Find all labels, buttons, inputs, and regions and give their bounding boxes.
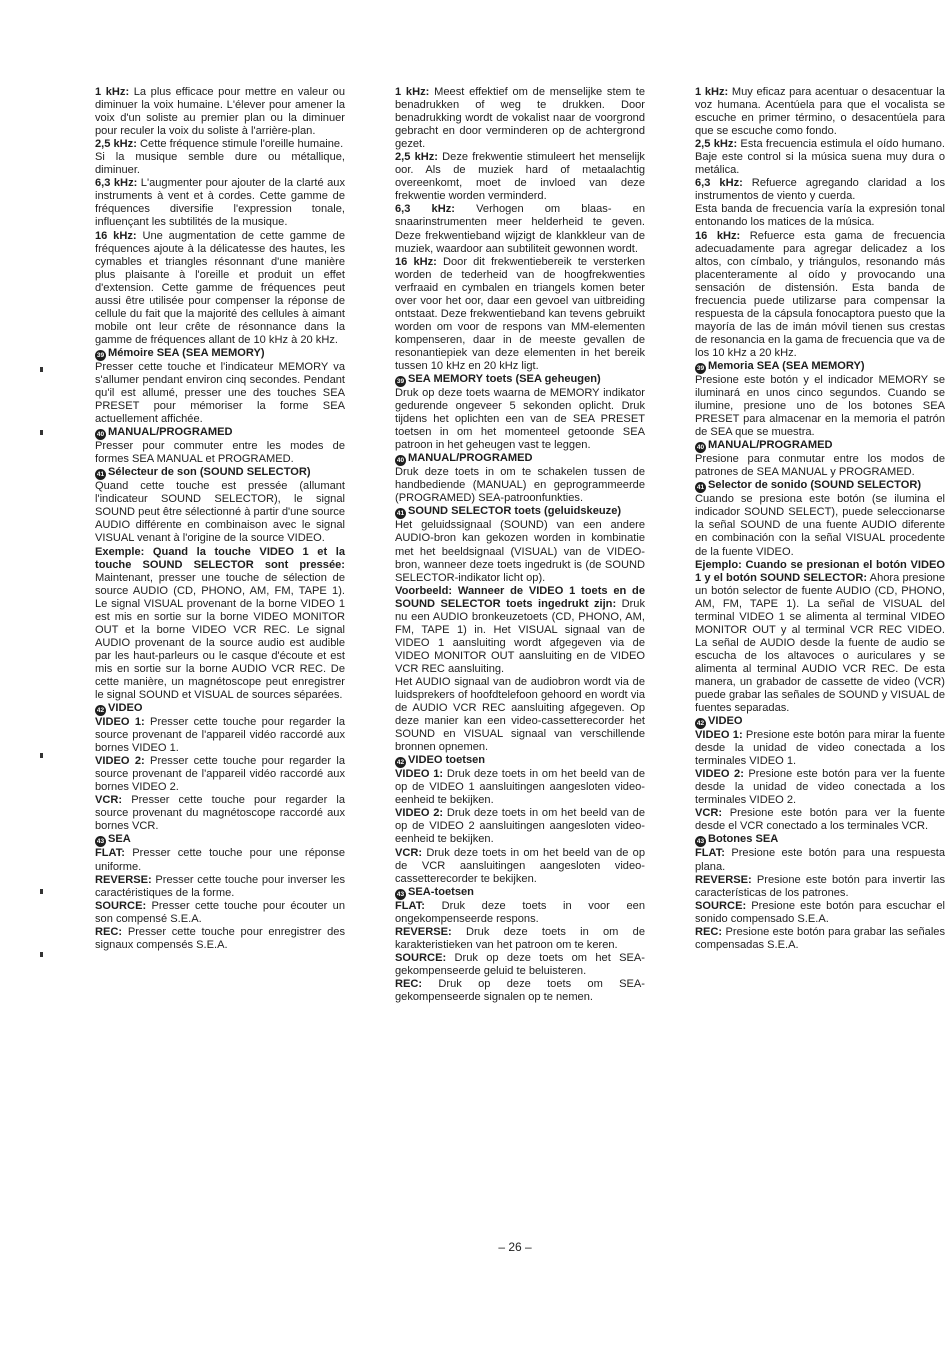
paragraph (395, 807, 645, 846)
paragraph (395, 676, 645, 754)
paragraph (95, 177, 345, 229)
paragraph (695, 374, 945, 439)
term-label: VCR: (395, 846, 423, 859)
term-label: VIDEO 1: (95, 716, 145, 729)
section-heading-text: MANUAL/PROGRAMED (108, 426, 233, 439)
paragraph (95, 480, 345, 545)
paragraph (95, 900, 345, 926)
paragraph (695, 874, 945, 900)
section-heading-text: Botones SEA (708, 833, 779, 846)
paragraph (95, 86, 345, 138)
paragraph-text: Presser cette touche pour regarder la source provenant du magnétoscope raccordé aux bornes VCR. (95, 794, 345, 833)
term-label: REVERSE: (395, 925, 452, 938)
section-number-badge: 42 (96, 707, 105, 715)
section-number-badge: 41 (696, 484, 705, 492)
paragraph-text: Druk op deze toets waarna de MEMORY indikator gedurende ongeveer 5 sekonden oplicht. Druk tijdens het oplichten een van de SEA PRESET toetsen in om het momenteel getoonde SEA patroon in het geheugen vast te leggen. (395, 387, 645, 452)
term-label: VIDEO 2: (95, 755, 145, 768)
paragraph-text: Druk deze toets in om het beeld van de op de VIDEO 2 aansluitingen aangesloten video-eenheid te bekijken. (395, 807, 646, 846)
paragraph-text: Presser cette touche pour écouter un son compensé S.E.A. (95, 899, 345, 925)
page-number: – 26 – (498, 1240, 532, 1254)
paragraph-text: Refuerce esta gama de frecuencia adecuadamente para agregar delicadez a los altos, con címbalo, y triángulos, resonando más placenteramente al oído y provocando una sensación de distensión. Esta banda de frecuencia puede utilizarse para compensar la respuesta de la cápsula fonocaptora puesto que la mayoría de las de imán móvil tienen sus crestas de resonancia en la gama de frecuencia que va de los 10 kHz a 20 kHz. (695, 229, 945, 359)
term-label: 1 kHz: (395, 86, 430, 98)
paragraph (395, 900, 645, 926)
term-label: SOURCE: (95, 899, 147, 912)
section-heading-text: Selector de sonido (SOUND SELECTOR) (708, 479, 922, 492)
paragraph (695, 900, 945, 926)
section-number-badge: 39 (96, 351, 105, 359)
section-number-badge: 40 (396, 457, 405, 465)
term-label: 6,3 kHz: (695, 177, 743, 190)
section-number-badge: 40 (96, 431, 105, 439)
section-heading-text: SOUND SELECTOR toets (geluidskeuze) (408, 505, 622, 518)
paragraph-text: Presione para conmutar entre los modos de patrones de SEA MANUAL y PROGRAMED. (695, 453, 945, 479)
paragraph-text: Druk deze toets in voor een ongekompenseerde respons. (395, 899, 645, 925)
paragraph (95, 716, 345, 755)
paragraph (395, 86, 645, 151)
paragraph (695, 847, 945, 873)
paragraph (395, 978, 645, 1004)
paragraph-text: Presser cette touche pour regarder la source provenant de l'appareil vidéo raccordé aux bornes VIDEO 1. (95, 716, 345, 755)
paragraph (95, 546, 345, 703)
term-label: 16 kHz: (695, 229, 741, 242)
section-heading-text: MANUAL/PROGRAMED (408, 452, 533, 465)
paragraph (695, 807, 945, 833)
term-label: FLAT: (395, 899, 425, 912)
section-heading-text: SEA-toetsen (408, 885, 474, 898)
column-dutch (395, 86, 645, 1004)
section-number-badge: 43 (396, 890, 405, 898)
paragraph-text: Druk deze toets in om te schakelen tussen de handbediende (MANUAL) en geprogrammeerde (PROGRAMED) SEA-patroonfunkties. (395, 466, 645, 505)
term-label: VCR: (95, 794, 123, 807)
section-heading-text: SEA MEMORY toets (SEA geheugen) (408, 373, 601, 386)
term-label: 1 kHz: (95, 86, 130, 98)
paragraph-text: Maintenant, presser une touche de sélection de source AUDIO (CD, PHONO, AM, FM, TAPE 1). Le signal VISUAL provenant de la borne VIDEO 1 est mis en sortie sur la borne VIDEO MONITOR OUT et la borne VIDEO VCR REC. Le signal AUDIO provenant de la source audio est audible par les haut-parleurs ou le casque d'écoute et est mis en sortie sur la borne AUDIO VCR REC. De cette manière, un magnétoscope peut enregistrer le signal SOUND et VISUAL de sources séparées. (95, 571, 345, 702)
margin-mark (40, 952, 43, 957)
paragraph (695, 177, 945, 203)
term-label: VIDEO 2: (395, 807, 444, 820)
paragraph (395, 203, 645, 255)
paragraph (695, 138, 945, 177)
term-label: Ejemplo: Cuando se presionan el botón VIDEO 1 y el botón SOUND SELECTOR: (695, 558, 945, 584)
paragraph-text: Esta frecuencia estimula el oído humano. Baje este control si la música suena muy dura o metálica. (695, 138, 945, 177)
paragraph-text: Druk deze toets in om het beeld van de op de VIDEO 1 aansluitingen aangesloten video-eenheid te bekijken. (395, 768, 646, 807)
term-label: FLAT: (695, 847, 725, 860)
section-number-badge: 43 (96, 838, 105, 846)
section-number-badge: 39 (696, 364, 705, 372)
section-heading (695, 479, 945, 493)
paragraph-text: Presione este botón para una respuesta plana. (695, 847, 945, 873)
section-heading (95, 833, 345, 847)
section-heading (395, 505, 645, 519)
section-heading-text: VIDEO (708, 715, 743, 728)
paragraph (695, 729, 945, 768)
section-heading (395, 886, 645, 900)
section-heading-text: VIDEO (108, 702, 143, 715)
paragraph-text: Deze frekwentie stimuleert het menselijk oor. Als de muziek hard of metaalachtig overeenkomt, moet de invloed van deze frekwentie worden verminderd. (395, 151, 645, 203)
paragraph-text: Druk deze toets in om het beeld van de op de VCR aansluitingen aangesloten video-cassetterecorder te bekijken. (395, 846, 645, 885)
paragraph-text: Meest effektief om de menselijke stem te benadrukken of weg te drukken. Door benadrukking wordt de vokalist naar de voorgrond gebracht en door verminderen op de achtergrond gezet. (395, 86, 645, 151)
paragraph (95, 361, 345, 426)
section-heading (695, 360, 945, 374)
paragraph (395, 466, 645, 505)
paragraph-text: Presser cette touche pour regarder la source provenant de l'appareil vidéo raccordé aux bornes VIDEO 2. (95, 755, 345, 794)
margin-mark (40, 430, 43, 435)
paragraph-text: Presione este botón para mirar la fuente desde la unidad de video conectada a los terminales VIDEO 1. (695, 729, 945, 768)
section-heading (95, 426, 345, 440)
paragraph-text: Presione este botón para ver la fuente desde la unidad de video conectada a los terminales VIDEO 2. (695, 768, 945, 807)
paragraph (395, 847, 645, 886)
paragraph (395, 952, 645, 978)
paragraph-text: Presione este botón para escuchar el sonido compensado S.E.A. (695, 899, 945, 925)
margin-mark (40, 753, 43, 758)
term-label: VIDEO 1: (695, 729, 743, 742)
paragraph-text: Ahora presione un botón selector de fuente AUDIO (CD, PHONO, AM, FM, TAPE 1). La señal de VISUAL del terminal VIDEO 1 se alimenta al terminal VIDEO MONITOR OUT y al terminal VCR REC VIDEO. La señal de AUDIO desde la fuente de audio se escucha de los altavoces o auriculares y se alimenta al terminal AUDIO VCR REC. De esta manera, un grabador de cassette de video (VCR) puede grabar las señales de SOUND y VISUAL de fuentes separadas. (695, 571, 945, 715)
paragraph-text: Het AUDIO signaal van de audiobron wordt via de luidsprekers of hoofdtelefoon gehoord en wordt via de AUDIO VCR REC aansluiting afgegeven. Op deze manier kan een video-cassetterecorder het SOUND en VISUAL signaal van verschillende bronnen opnemen. (395, 675, 645, 754)
paragraph (95, 794, 345, 833)
section-heading (395, 373, 645, 387)
section-heading-text: Mémoire SEA (SEA MEMORY) (108, 346, 265, 359)
term-label: 2,5 kHz: (695, 138, 738, 151)
section-number-badge: 41 (396, 510, 405, 518)
paragraph (395, 585, 645, 676)
margin-mark (40, 367, 43, 372)
paragraph (95, 874, 345, 900)
section-heading (695, 833, 945, 847)
column-french (95, 86, 345, 952)
term-label: REVERSE: (695, 873, 752, 886)
term-label: 6,3 kHz: (95, 177, 138, 190)
paragraph-text: Si la musique semble dure ou métallique, diminuer. (95, 151, 345, 177)
paragraph-text: Verhogen om blaas- en snaarinstrumenten meer helderheid te geven. Deze frekwentieband wijzigt de klankkleur van de muziek, waardoor aan subtiliteit gewonnen wordt. (395, 203, 645, 255)
section-heading-text: Memoria SEA (SEA MEMORY) (708, 359, 865, 372)
paragraph (95, 926, 345, 952)
margin-mark (40, 889, 43, 894)
paragraph (95, 847, 345, 873)
section-number-badge: 42 (396, 759, 405, 767)
term-label: VCR: (695, 807, 723, 820)
paragraph-text: Presser cette touche pour une réponse uniforme. (95, 847, 345, 873)
section-heading (95, 466, 345, 480)
term-label: 16 kHz: (395, 255, 437, 268)
section-heading-text: SEA (108, 833, 131, 846)
section-heading (95, 702, 345, 716)
paragraph-text: Une augmentation de cette gamme de fréquences ajoute à la délicatesse des hautes, les cymables et triangles résonnant d'une manière plus plaisante à l'oreille et produit un effet d'extension. Cette gamme de fréquences peut aussi être utilisée pour compenser la réponse de cellule du fait que la majorité des cellules à aimant mobile ont leur crête de résonnance dans la gamme de fréquences allant de 10 kHz à 20 kHz. (95, 229, 345, 346)
paragraph (695, 453, 945, 479)
term-label: Exemple: Quand la touche VIDEO 1 et la touche SOUND SELECTOR sont pressée: (95, 545, 345, 571)
paragraph (695, 493, 945, 558)
paragraph (95, 230, 345, 347)
paragraph-text: Druk nu een AUDIO bronkeuzetoets (CD, PHONO, AM, FM, TAPE 1) in. Het VISUAL signaal van de VIDEO 1 aansluiting wordt afgegeven via de VIDEO MONITOR OUT aansluiting en de VIDEO VCR REC aansluiting. (395, 597, 645, 675)
term-label: SOURCE: (395, 951, 447, 964)
paragraph (95, 440, 345, 466)
column-spanish (695, 86, 945, 952)
paragraph-text: Presser cette touche pour inverser les caractéristiques de la forme. (95, 873, 345, 899)
term-label: REC: (395, 977, 423, 990)
paragraph (395, 519, 645, 584)
term-label: 16 kHz: (95, 229, 137, 242)
paragraph-text: Druk deze toets in om de karakteristieken van het patroon om te keren. (395, 925, 645, 951)
term-label: VIDEO 2: (695, 768, 744, 781)
paragraph-text: Presione este botón para invertir las características de los patrones. (695, 873, 945, 899)
term-label: 6,3 kHz: (395, 203, 455, 216)
term-label: VIDEO 1: (395, 768, 444, 781)
section-number-badge: 41 (96, 471, 105, 479)
paragraph-text: Muy eficaz para acentuar o desacentuar la voz humana. Acentúela para que el vocalista se escuche en primer término, o desacentúela para que se escuche como fondo. (695, 86, 945, 138)
term-label: SOURCE: (695, 899, 747, 912)
term-label: REVERSE: (95, 873, 152, 886)
paragraph (695, 230, 945, 360)
paragraph (395, 926, 645, 952)
paragraph-text: Presser cette touche pour enregistrer des signaux compensés S.E.A. (95, 925, 345, 951)
paragraph (695, 559, 945, 716)
section-heading (695, 439, 945, 453)
term-label: Voorbeeld: Wanneer de VIDEO 1 toets en de SOUND SELECTOR toets ingedrukt zijn: (395, 584, 645, 610)
paragraph-text: Presione este botón para ver la fuente desde el VCR conectado a los terminales VCR. (695, 807, 945, 833)
paragraph (95, 151, 345, 177)
paragraph (695, 768, 945, 807)
term-label: 2,5 kHz: (395, 151, 438, 164)
section-heading (695, 715, 945, 729)
paragraph-text: Refuerce agregando claridad a los instrumentos de viento y cuerda. (695, 177, 945, 203)
paragraph-text: Quand cette touche est pressée (allumant l'indicateur SOUND SELECTOR), le signal SOUND peut être sélectionné à partir d'une source AUDIO différente en combinaison avec le signal VISUAL venant à l'origine de la source VIDEO. (95, 480, 346, 545)
term-label: FLAT: (95, 847, 125, 860)
paragraph (395, 151, 645, 203)
section-number-badge: 40 (696, 444, 705, 452)
paragraph (395, 387, 645, 452)
section-number-badge: 39 (396, 378, 405, 386)
section-number-badge: 43 (696, 838, 705, 846)
paragraph-text: Presser cette touche et l'indicateur MEMORY va s'allumer pendant environ cinq secondes. Pendant qu'il est allumé, presser une des touches SEA PRESET pour mémoriser la forme SEA actuellement affichée. (95, 360, 345, 426)
paragraph-text: Het geluidssignaal (SOUND) van een andere AUDIO-bron kan gekozen worden in kombinatie met het beeldsignaal (VISUAL) van de VIDEO-bron, wanneer deze toets ingedrukt is (de SOUND SELECTOR-indikator licht op). (395, 519, 645, 584)
paragraph (695, 203, 945, 229)
paragraph (95, 138, 345, 151)
term-label: REC: (695, 925, 723, 938)
paragraph-text: Cuando se presiona este botón (se ilumina el indicador SOUND SELECT), puede seleccionarse la señal SOUND de una fuente AUDIO diferente en combinación con la señal VISUAL procedente de la fuente VIDEO. (695, 493, 945, 558)
paragraph-text: Door dit frekwentiebereik te versterken worden de tederheid van de hoogfrekwenties verfraaid en cymbalen en triangels komen beter over voor het oor, daar een gevoel van uitbreiding ontstaat. Deze frekwentieband kan tevens gebruikt worden om voor de respons van MM-elementen kompenseren, daar in de meeste gevallen de resonantiepiek van deze elementen in het bereik tussen 10 kHz en 20 kHz ligt. (395, 255, 645, 372)
paragraph (395, 256, 645, 373)
section-heading-text: MANUAL/PROGRAMED (708, 439, 833, 452)
paragraph-text: Esta banda de frecuencia varía la expresión tonal entonando los matices de la música. (695, 203, 945, 229)
paragraph (395, 768, 645, 807)
section-heading-text: Sélecteur de son (SOUND SELECTOR) (108, 466, 311, 479)
paragraph-text: Presione este botón para grabar las señales compensadas S.E.A. (695, 925, 945, 951)
term-label: REC: (95, 925, 123, 938)
paragraph (95, 755, 345, 794)
paragraph-text: L'augmenter pour ajouter de la clarté aux instruments à vent et à cordes. Cette gamme de fréquences diversifie l'expression tonale, influençant les subtilités de la musique. (95, 177, 345, 229)
paragraph (695, 86, 945, 138)
term-label: 1 kHz: (695, 86, 729, 98)
paragraph-text: La plus efficace pour mettre en valeur ou diminuer la voix humaine. L'élever pour amener la voix d'un soliste au premier plan ou la diminuer pour reculer la voix du soliste à l'arrière-plan. (95, 86, 345, 138)
paragraph-text: Druk op deze toets om SEA-gekompenseerde signalen op te nemen. (395, 977, 645, 1003)
section-heading (395, 754, 645, 768)
section-heading-text: VIDEO toetsen (408, 754, 486, 767)
paragraph-text: Presione este botón y el indicador MEMORY se iluminará en unos cinco segundos. Cuando se ilumine, presione uno de los botones SEA PRESET para almacenar en la memoria el patrón de SEA que se muestra. (695, 373, 945, 439)
paragraph-text: Cette fréquence stimule l'oreille humaine. (136, 138, 344, 151)
section-number-badge: 42 (696, 720, 705, 728)
term-label: 2,5 kHz: (95, 138, 137, 151)
paragraph-text: Presser pour commuter entre les modes de formes SEA MANUAL et PROGRAMED. (95, 440, 345, 466)
section-heading (395, 452, 645, 466)
paragraph-text: Druk op deze toets om het SEA-gekompenseerde geluid te beluisteren. (395, 951, 645, 977)
section-heading (95, 347, 345, 361)
paragraph (695, 926, 945, 952)
